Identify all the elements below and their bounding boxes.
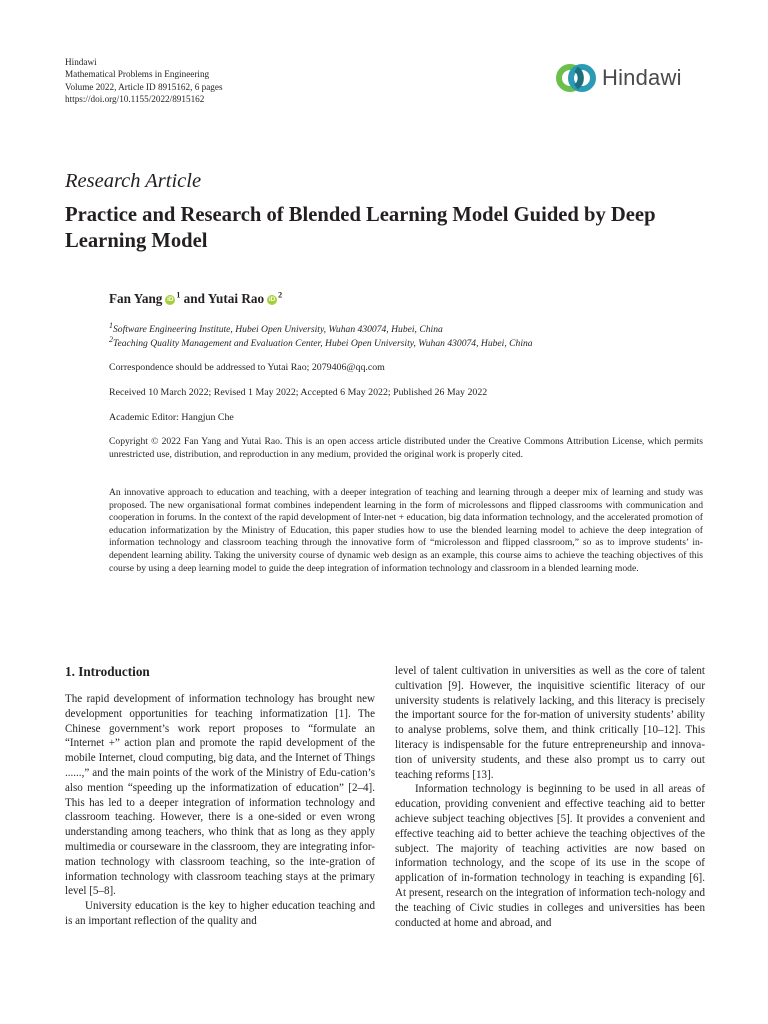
- copyright-notice: Copyright © 2022 Fan Yang and Yutai Rao. This is an open access article distributed under the Creative Commons Attribution License, which permits unrestricted use, distribution, and reproduction in any medium, provided the original work is properly cited.: [109, 436, 703, 460]
- affiliation: [109, 334, 533, 349]
- section-heading: 1. Introduction: [65, 664, 150, 679]
- abstract: An innovative approach to education and teaching, with a deeper integration of teaching and learning through a deeper mix of learning and study was proposed. The new organisational format combines independent learning in the form of microlessons and flipped classrooms with communication and cooperation in forums. In the context of the rapid development of Inter-net + education, big data information technology, and the accelerated promotion of education informatization by the Ministry of Education, this paper studies how to use the blended learning model to achieve the deep integration of information technology and classroom teaching through the innovative form of “microlesson and flipped classroom,” so as to improve students’ in-dependent learning ability. Taking the university course of dynamic web design as an example, this course aims to achieve the teaching objectives of this course by using a deep learning model to guide the deep integration of information technology and classroom in a blended learning mode.: [109, 487, 703, 574]
- doi-link[interactable]: https://doi.org/10.1155/2022/8915162: [65, 93, 205, 104]
- orcid-icon[interactable]: iD: [167, 295, 174, 303]
- author-joiner: and: [183, 291, 205, 306]
- affiliation-text: Teaching Quality Management and Evaluation Center, Hubei Open University, Wuhan 430074, Hubei, China: [113, 338, 533, 349]
- author-affiliation-sup: 2: [278, 290, 283, 300]
- academic-editor: Academic Editor: Hangjun Che: [109, 412, 234, 423]
- author-affiliation-sup: 1: [176, 290, 181, 300]
- logo-text: Hindawi: [602, 65, 682, 90]
- affiliation-sup: 2: [109, 334, 113, 344]
- paragraph: The rapid development of information technology has brought new development opportunities for teaching informatization [1]. The Chinese government’s work report proposes to “formulate an “Internet +” action plan and promote the rapid development of the mobile Internet, cloud computing, big data, and the Internet of Things ......,” and the main points of the work of the Ministry of Edu-cation’s also mention “speeding up the informatization of education” [2–4]. This has led to a deeper integration of information technology and classroom teaching. However, there is a one-sided or even wrong understanding among teachers, who think that as long as they apply multimedia or courseware in the classroom, they are integrating infor-mation technology with classroom teaching, so the inte-gration of information technology with classroom teaching stays at the primary level [5–8].: [65, 693, 375, 898]
- affiliation-sup: 1: [109, 320, 113, 330]
- paragraph: University education is the key to higher education teaching and is an important reflection of the quality and: [65, 900, 375, 927]
- affiliation-text: Software Engineering Institute, Hubei Open University, Wuhan 430074, Hubei, China: [113, 324, 443, 335]
- affiliation: [109, 320, 443, 335]
- journal-name: Mathematical Problems in Engineering: [65, 69, 210, 80]
- author-name: Yutai Rao: [207, 291, 265, 306]
- hindawi-rings-logo-icon: [556, 60, 596, 96]
- orcid-icon[interactable]: iD: [268, 295, 276, 303]
- correspondence: Correspondence should be addressed to Yutai Rao; 2079406@qq.com: [109, 362, 385, 373]
- article-type: Research Article: [65, 170, 202, 192]
- paragraph: Information technology is beginning to be used in all areas of education, providing convenient and effective teaching aid to better achieve subject teaching objectives [5]. It provides a convenient and effective teaching aid to better achieve the teaching objectives of the subject. The majority of teaching activities are now based on information technology, and the scope of its use in the scope of application of in-formation technology in teaching is expanding [6]. At present, research on the integration of information tech-nology and the teaching of Civic studies in colleges and universities has been conducted at home and abroad, and: [395, 783, 705, 929]
- body-column-right: [395, 664, 705, 930]
- paragraph: level of talent cultivation in universities as well as the core of talent cultivation [9]. However, the inquisitive scientific literacy of our university students is relatively lacking, and this literacy is precisely the important source for the for-mation of university students’ ability to analyse problems, solve them, and think critically [10–12]. This literacy is indispensable for the future entrepreneurship and innova-tion of university students, and these also prompt us to carry out teaching reforms [13].: [395, 665, 705, 781]
- body-column-left: [65, 692, 375, 929]
- publisher-name: Hindawi: [65, 57, 97, 67]
- author-list: [109, 291, 282, 307]
- volume-info: Volume 2022, Article ID 8915162, 6 pages: [65, 81, 223, 92]
- article-dates: Received 10 March 2022; Revised 1 May 2022; Accepted 6 May 2022; Published 26 May 2022: [109, 387, 488, 398]
- author-name: Fan Yang: [109, 291, 163, 306]
- hindawi-logo[interactable]: [556, 60, 682, 96]
- article-title: Practice and Research of Blended Learning Model Guided by Deep Learning Model: [65, 204, 656, 252]
- journal-header: [65, 56, 223, 105]
